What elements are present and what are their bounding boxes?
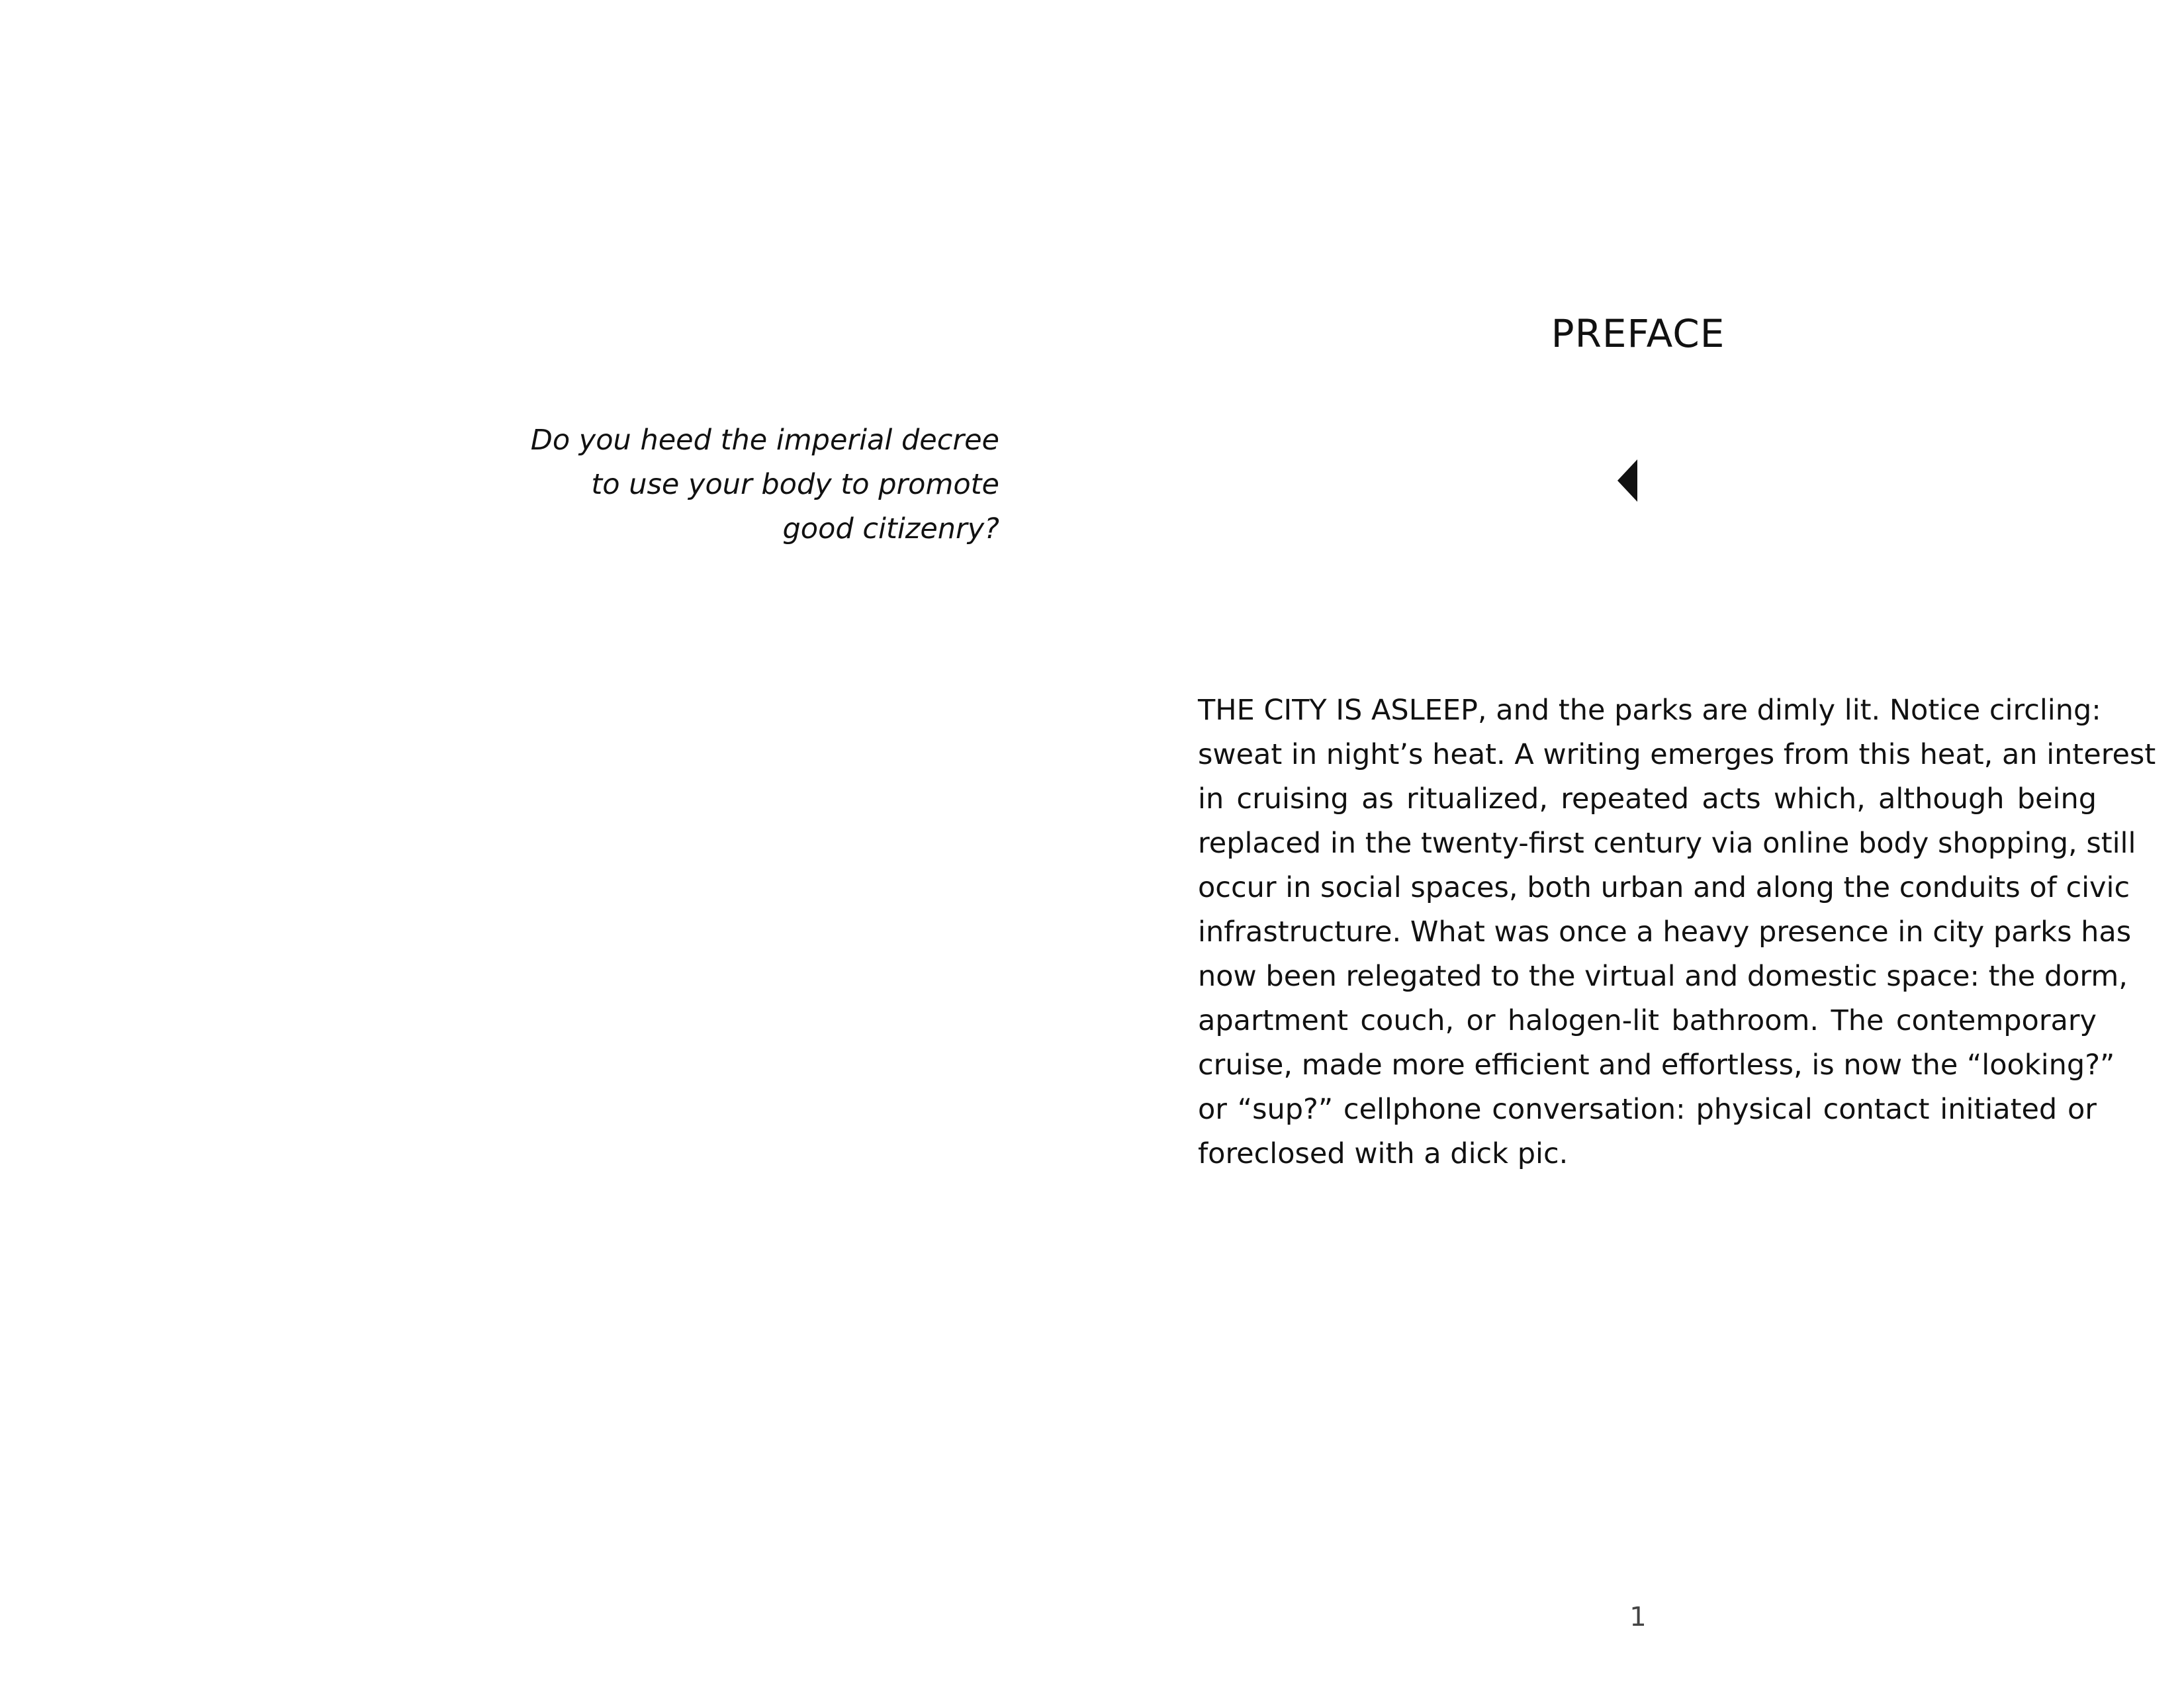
paragraph-line: in cruising as ritualized, repeated acts which, although being (1198, 782, 2097, 816)
paragraph-line: occur in social spaces, both urban and along the conduits of civic (1198, 871, 2130, 904)
paragraph-line: or “sup?” cellphone conversation: physical contact initiated or (1198, 1093, 2097, 1126)
paragraph-line: replaced in the twenty-first century via online body shopping, still (1198, 827, 2136, 860)
paragraph-line: sweat in night’s heat. A writing emerges from this heat, an interest (1198, 738, 2156, 771)
epigraph-line: good citizenry? (782, 512, 999, 545)
triangle-left-icon (1615, 459, 1641, 502)
page-number: 1 (1629, 1602, 1647, 1632)
right-page (1092, 0, 2184, 1688)
chapter-title: PREFACE (1551, 311, 1725, 356)
paragraph-line: cruise, made more efficient and effortless, is now the “looking?” (1198, 1049, 2115, 1082)
paragraph-line: apartment couch, or halogen-lit bathroom. The contemporary (1198, 1004, 2097, 1037)
epigraph-line: to use your body to promote (591, 468, 999, 501)
paragraph-line: now been relegated to the virtual and domestic space: the dorm, (1198, 960, 2128, 993)
paragraph-line: foreclosed with a dick pic. (1198, 1137, 1569, 1170)
paragraph-line: THE CITY IS ASLEEP, and the parks are dimly lit. Notice circling: (1198, 694, 2101, 727)
epigraph (404, 418, 999, 551)
epigraph-line: Do you heed the imperial decree (530, 424, 999, 457)
paragraph-line: infrastructure. What was once a heavy presence in city parks has (1198, 915, 2132, 949)
preface-paragraph (1198, 688, 2156, 1176)
